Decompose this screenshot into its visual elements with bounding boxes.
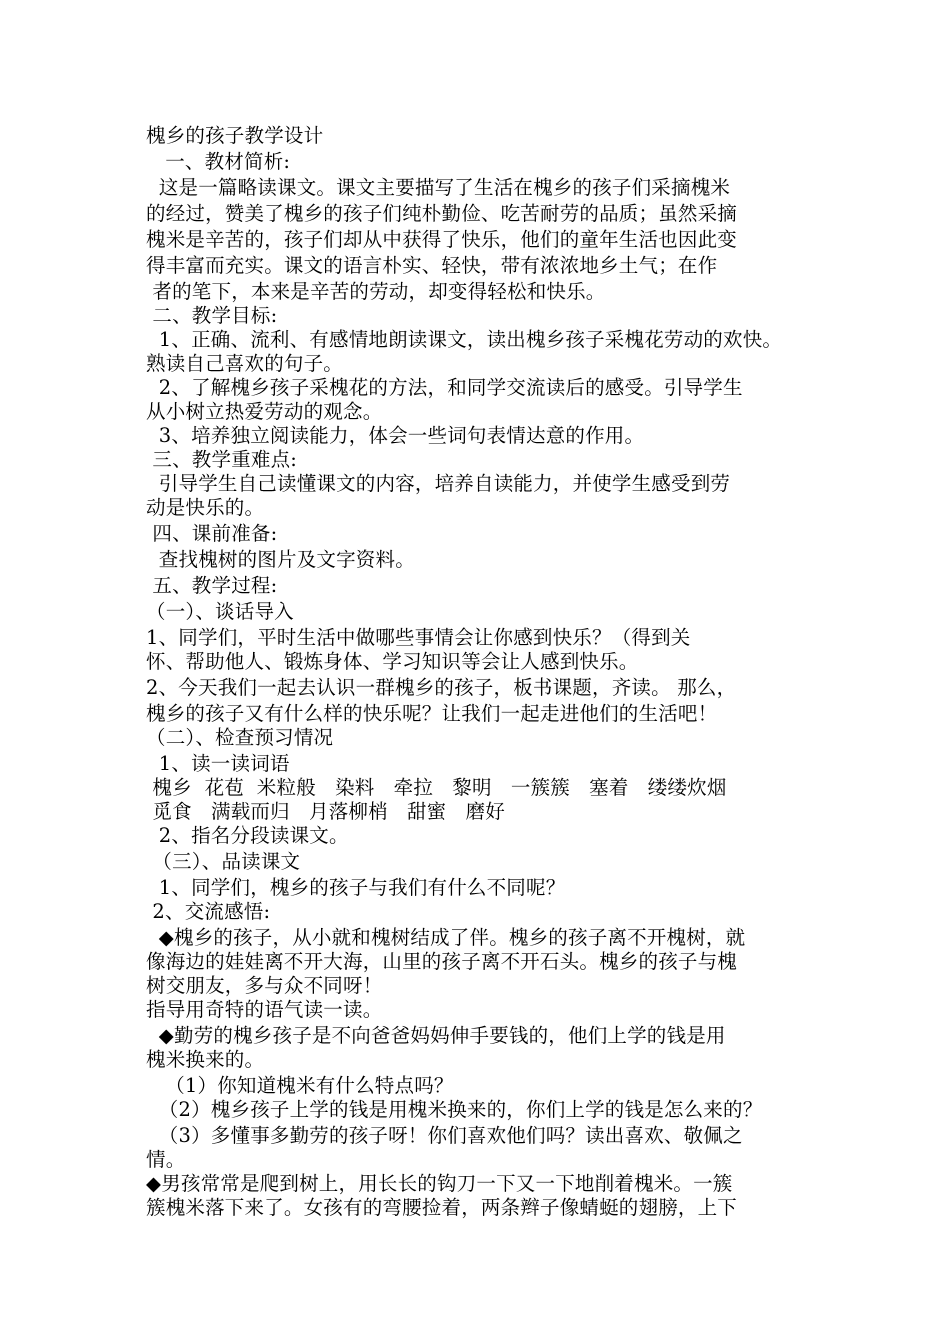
paragraph-line: 1、同学们，平时生活中做哪些事情会让你感到快乐？（得到关 [146, 626, 691, 649]
paragraph-line: 1、同学们，槐乡的孩子与我们有什么不同呢？ [146, 876, 566, 899]
paragraph-line: 2、指名分段读课文。 [146, 824, 349, 847]
vocabulary-line: 槐乡 花苞 米粒般 染料 牵拉 黎明 一簇簇 塞着 缕缕炊烟 [146, 776, 727, 799]
paragraph-line: 这是一篇略读课文。课文主要描写了生活在槐乡的孩子们采摘槐米 [146, 176, 731, 199]
section-heading: 四、课前准备: [146, 522, 278, 545]
paragraph-line: 从小树立热爱劳动的观念。 [146, 400, 383, 423]
paragraph-line: 槐米换来的。 [146, 1048, 265, 1071]
paragraph-line: 树交朋友，多与众不同呀！ [146, 974, 383, 997]
paragraph-line: 槐米是辛苦的，孩子们却从中获得了快乐，他们的童年生活也因此变 [146, 228, 738, 251]
paragraph-line: 得丰富而充实。课文的语言朴实、轻快，带有浓浓地乡土气；在作 [146, 254, 718, 277]
paragraph-line: 簇槐米落下来了。女孩有的弯腰捡着，两条辫子像蜻蜓的翅膀，上下 [146, 1196, 738, 1219]
paragraph-line: 者的笔下，本来是辛苦的劳动，却变得轻松和快乐。 [146, 280, 606, 303]
subsection-heading: （一）、谈话导入 [146, 600, 294, 623]
subsection-heading: （三）、品读课文 [146, 850, 301, 873]
paragraph-line: （3）多懂事多勤劳的孩子呀！你们喜欢他们吗？读出喜欢、敬佩之 [146, 1124, 743, 1147]
paragraph-line: 1、读一读词语 [146, 752, 290, 775]
paragraph-line: ◆勤劳的槐乡孩子是不向爸爸妈妈伸手要钱的，他们上学的钱是用 [146, 1024, 726, 1047]
paragraph-line: 查找槐树的图片及文字资料。 [146, 548, 415, 571]
paragraph-line: （2）槐乡孩子上学的钱是用槐米换来的，你们上学的钱是怎么来的？ [146, 1098, 763, 1121]
paragraph-line: 1、正确、流利、有感情地朗读课文，读出槐乡孩子采槐花劳动的欢快。 [146, 328, 783, 351]
paragraph-line: 动是快乐的。 [146, 496, 265, 519]
paragraph-line: 情。 [146, 1148, 186, 1171]
document-title: 槐乡的孩子教学设计 [146, 124, 324, 147]
paragraph-line: 2、今天我们一起去认识一群槐乡的孩子，板书课题，齐读。 那么， [146, 676, 737, 699]
paragraph-line: 怀、帮助他人、锻炼身体、学习知识等会让人感到快乐。 [146, 650, 639, 673]
paragraph-line: ◆男孩常常是爬到树上，用长长的钩刀一下又一下地削着槐米。一簇 [146, 1172, 733, 1195]
paragraph-line: 2、交流感悟: [146, 900, 271, 923]
paragraph-line: 指导用奇特的语气读一读。 [146, 998, 383, 1021]
section-heading: 三、教学重难点: [146, 448, 298, 471]
paragraph-line: 像海边的娃娃离不开大海，山里的孩子离不开石头。槐乡的孩子与槐 [146, 950, 738, 973]
section-heading: 二、教学目标: [146, 304, 278, 327]
section-heading: 一、教材简析: [146, 150, 291, 173]
paragraph-line: 槐乡的孩子又有什么样的快乐呢？让我们一起走进他们的生活吧！ [146, 702, 718, 725]
vocabulary-line: 觅食 满载而归 月落柳梢 甜蜜 磨好 [146, 800, 505, 823]
section-heading: 五、教学过程: [146, 574, 278, 597]
paragraph-line: 3、培养独立阅读能力，体会一些词句表情达意的作用。 [146, 424, 645, 447]
paragraph-line: 引导学生自己读懂课文的内容，培养自读能力，并使学生感受到劳 [146, 472, 731, 495]
paragraph-line: （1）你知道槐米有什么特点吗？ [146, 1074, 454, 1097]
paragraph-line: ◆槐乡的孩子，从小就和槐树结成了伴。槐乡的孩子离不开槐树，就 [146, 926, 746, 949]
paragraph-line: 2、了解槐乡孩子采槐花的方法，和同学交流读后的感受。引导学生 [146, 376, 743, 399]
paragraph-line: 的经过，赞美了槐乡的孩子们纯朴勤俭、吃苦耐劳的品质；虽然采摘 [146, 202, 738, 225]
subsection-heading: （二）、检查预习情况 [146, 726, 334, 749]
paragraph-line: 熟读自己喜欢的句子。 [146, 352, 344, 375]
